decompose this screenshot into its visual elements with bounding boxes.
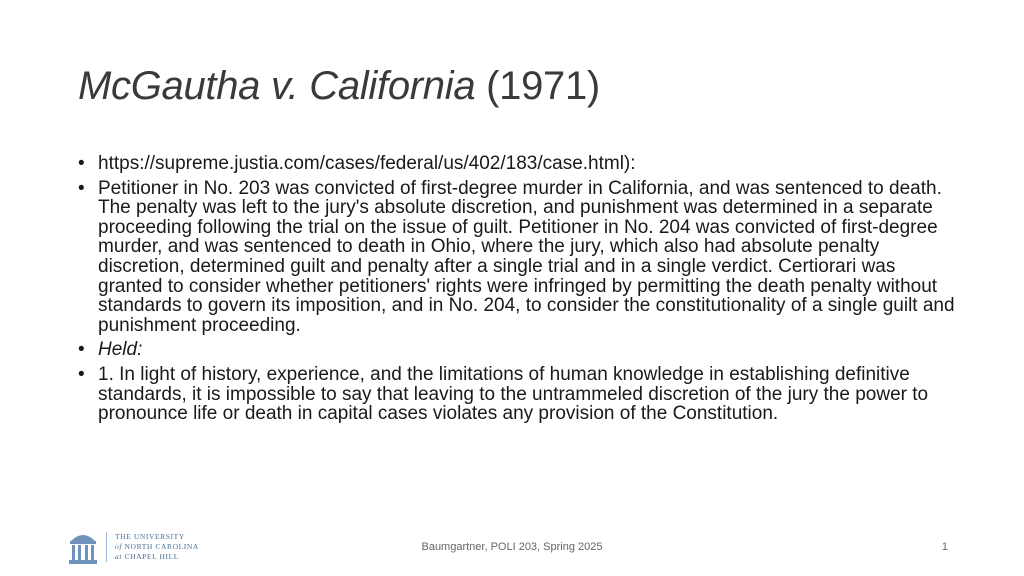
bullet-holding-1 bbox=[78, 365, 958, 424]
logo-line-3-prefix: at bbox=[115, 552, 123, 561]
bullet-held bbox=[78, 340, 958, 360]
logo-line-2-prefix: of bbox=[115, 542, 123, 551]
logo-line-3-text: CHAPEL HILL bbox=[124, 552, 179, 561]
bullet-text: Held: bbox=[98, 339, 143, 361]
logo-line-1: THE UNIVERSITY bbox=[115, 532, 185, 541]
bullet-text: Petitioner in No. 203 was convicted of first-degree murder in California, and was sentenced to death. The penalty was left to the jury's absolute discretion, and punishment was determined in a separate proceeding following the trial on the issue of guilt. Petitioner in No. 204 was convicted of first-degree murder, and was sentenced to death in Ohio, where the jury, which also had absolute penalty discretion, determined guilt and penalty after a single trial and in a single verdict. Certiorari was granted to consider whether petitioners' rights were infringed by permitting the death penalty without standards to govern its imposition, and in No. 204, to consider the constitutionality of a single guilt and punishment proceeding. bbox=[98, 177, 955, 336]
bullet-source-url bbox=[78, 154, 958, 174]
logo-line-2-text: NORTH CAROLINA bbox=[124, 542, 199, 551]
case-name: McGautha v. California bbox=[78, 64, 476, 108]
bullet-text: https://supreme.justia.com/cases/federal/us/402/183/case.html): bbox=[98, 153, 636, 174]
bullet-text: 1. In light of history, experience, and the limitations of human knowledge in establishing definitive standards, it is impossible to say that leaving to the untrammeled discretion of the jury the power to pronounce life or death in capital cases violates any provision of the Constitution. bbox=[98, 363, 929, 425]
footer-text: Baumgartner, POLI 203, Spring 2025 bbox=[421, 541, 603, 553]
slide-title bbox=[78, 62, 600, 110]
bullet-case-summary bbox=[78, 179, 958, 336]
logo-line-3 bbox=[115, 552, 199, 562]
page-number: 1 bbox=[941, 541, 948, 553]
bullet-list bbox=[78, 154, 958, 429]
case-year: (1971) bbox=[486, 64, 600, 108]
